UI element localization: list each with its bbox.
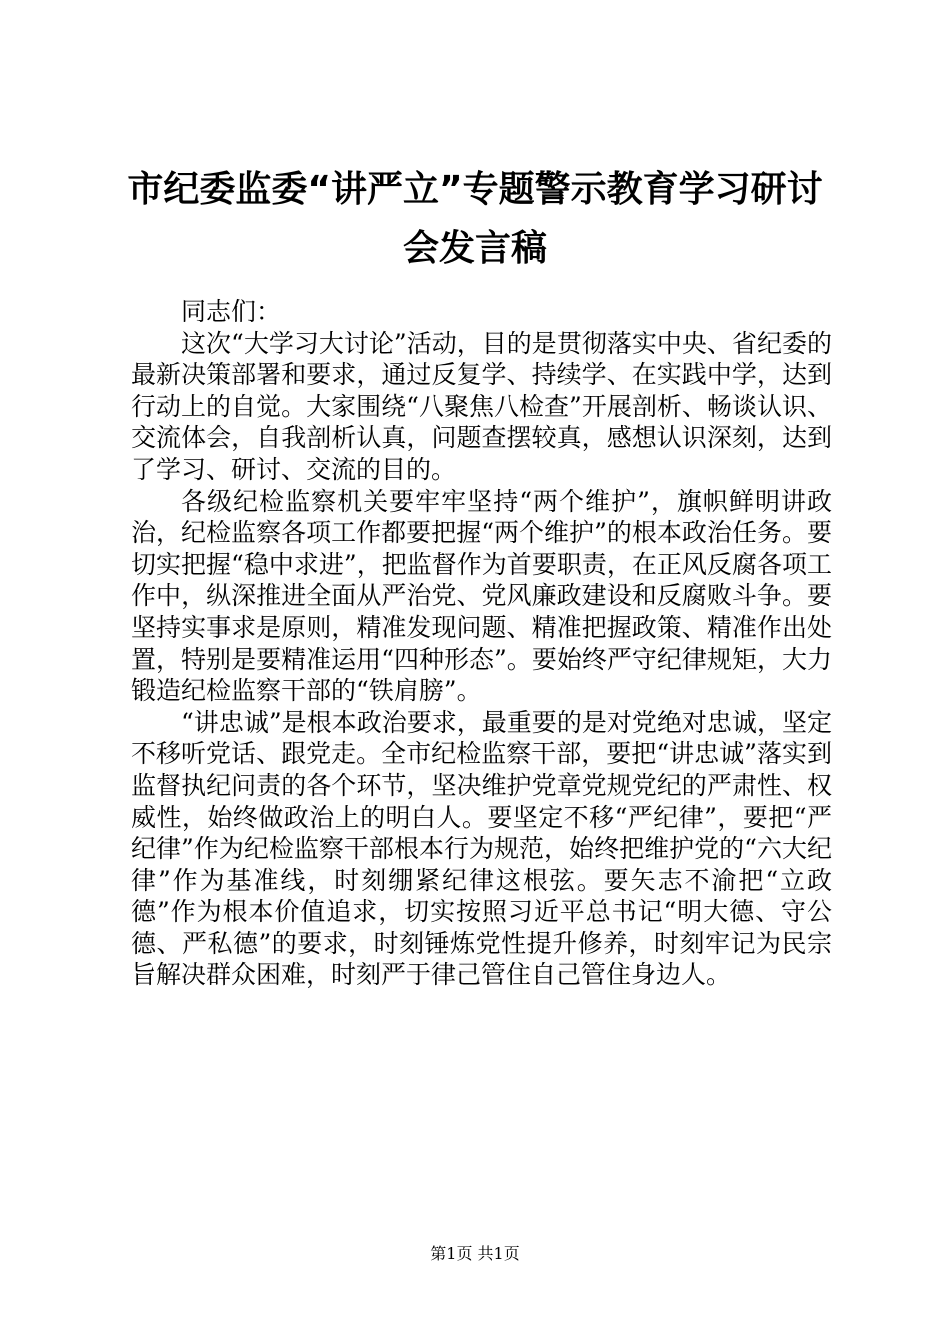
document-body bbox=[131, 296, 832, 991]
title-line-1: 市纪委监委“讲严立”专题警示教育学习研讨 bbox=[127, 169, 823, 210]
paragraph-1: 这次“大学习大讨论”活动，目的是贯彻落实中央、省纪委的最新决策部署和要求，通过反复学、持续学、在实践中学，达到行动上的自觉。大家围绕“八聚焦八检查”开展剖析、畅谈认识、交流体会，自我剖析认真，问题查摆较真，感想认识深刻，达到了学习、研讨、交流的目的。 bbox=[131, 328, 832, 484]
page-number-footer: 第1页 共1页 bbox=[430, 1244, 520, 1263]
title-line-2: 会发言稿 bbox=[402, 228, 547, 269]
paragraph-3: “讲忠诚”是根本政治要求，最重要的是对党绝对忠诚，坚定不移听党话、跟党走。全市纪检监察干部，要把“讲忠诚”落实到监督执纪问责的各个环节，坚决维护党章党规党纪的严肃性、权威性，始终做政治上的明白人。要坚定不移“严纪律”，要把“严纪律”作为纪检监察干部根本行为规范，始终把维护党的“六大纪律”作为基准线，时刻绷紧纪律这根弦。要矢志不渝把“立政德”作为根本价值追求，切实按照习近平总书记“明大德、守公德、严私德”的要求，时刻锤炼党性提升修养，时刻牢记为民宗旨解决群众困难，时刻严于律己管住自己管住身边人。 bbox=[131, 707, 832, 990]
salutation: 同志们： bbox=[181, 297, 282, 326]
document-title bbox=[110, 160, 840, 278]
paragraph-2: 各级纪检监察机关要牢牢坚持“两个维护”，旗帜鲜明讲政治，纪检监察各项工作都要把握“两个维护”的根本政治任务。要切实把握“稳中求进”，把监督作为首要职责，在正风反腐各项工作中，纵深推进全面从严治党、党风廉政建设和反腐败斗争。要坚持实事求是原则，精准发现问题、精准把握政策、精准作出处置，特别是要精准运用“四种形态”。要始终严守纪律规矩，大力锻造纪检监察干部的“铁肩膀”。 bbox=[131, 486, 832, 706]
